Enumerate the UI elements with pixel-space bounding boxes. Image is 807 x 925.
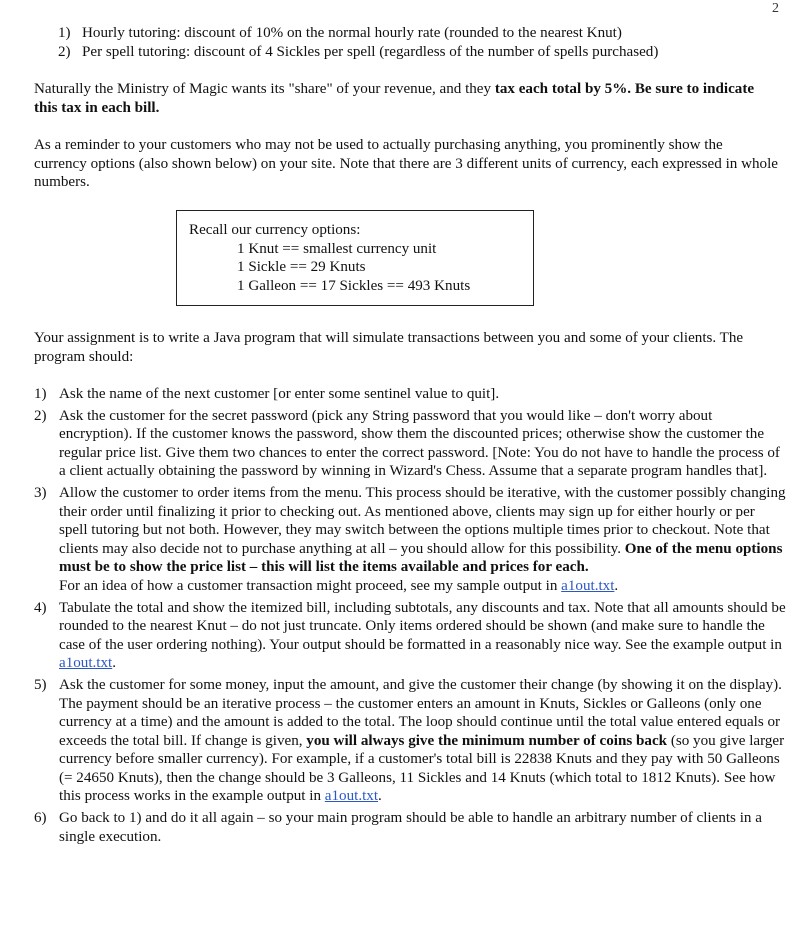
tax-bold-text: tax each total by 5%. Be sure to indicate this tax in each bill. [34, 81, 755, 116]
step-number: 6) [34, 810, 47, 827]
step-item [34, 407, 786, 481]
list-number: 2) [58, 43, 71, 60]
step-text-continued: (so you give larger currency before smaller currency). For example, if a customer's total bill is 22838 Knuts and they pay with 50 Galleons (= 24650 Knuts), then the change should be 3 Galleons, 11 Sickles and 14 Knuts (which total to 1812 Knuts). See how this process works in the example output in [59, 732, 785, 805]
step-number: 1) [34, 386, 47, 402]
currency-heading: Recall our currency options: [189, 222, 361, 238]
step-text: Ask the name of the next customer [or enter some sentinel value to quit]. [59, 386, 500, 402]
sample-output-link[interactable]: a1out.txt [561, 577, 615, 594]
sample-output-link[interactable]: a1out.txt [324, 788, 379, 805]
punctuation: . [614, 577, 619, 594]
step-item [34, 809, 786, 846]
step-number: 4) [34, 599, 47, 616]
step-number: 5) [34, 676, 47, 693]
step-text: Ask the customer for the secret password (pick any String password that you would like – don't worry about encryption). If the customer knows the password, show them the discounted prices; otherwise show the customer the regular price list. Give them two chances to enter the correct password. [Note: You do not have to handle the process of a client actually obtaining the password by winning in Wizard's Chess. Assume that a separate program handles that]. [59, 407, 780, 480]
step-item [34, 385, 786, 404]
step-body [59, 676, 786, 806]
sample-output-text: For an idea of how a customer transaction might proceed, see my sample output in [59, 577, 562, 594]
list-item [58, 43, 788, 62]
list-number: 1) [58, 25, 71, 41]
currency-line: 1 Galleon == 17 Sickles == 493 Knuts [237, 277, 471, 294]
step-text: Tabulate the total and show the itemized bill, including subtotals, any discounts and tax. Note that all amounts should be rounded to the nearest Knut – do not just truncate. Only items ordered should be shown (and make sure to handle the case of the user ordering nothing). Your output should be formatted in a reasonably nice way. See the example output in [59, 599, 786, 653]
punctuation: . [112, 655, 117, 672]
reminder-paragraph: As a reminder to your customers who may not be used to actually purchasing anything, you prominently show the currency options (also shown below) on your site. Note that there are 3 different units of currency, each expressed in whole numbers. [34, 137, 778, 191]
currency-box [176, 210, 534, 306]
step-bold-text: One of the menu options must be to show the price list – this will list the items available and prices for each. [59, 540, 783, 576]
step-item [34, 599, 786, 673]
currency-line: 1 Knut == smallest currency unit [237, 240, 437, 257]
list-item [58, 24, 788, 43]
assignment-paragraph: Your assignment is to write a Java program that will simulate transactions between you and some of your clients. The program should: [34, 330, 744, 365]
step-text: Go back to 1) and do it all again – so your main program should be able to handle an arbitrary number of clients in a single execution. [59, 810, 762, 845]
step-item [34, 484, 786, 596]
step-bold-text: you will always give the minimum number of coins back [306, 732, 668, 749]
tax-paragraph [34, 80, 779, 117]
tax-text: Naturally the Ministry of Magic wants its "share" of your revenue, and they [34, 81, 495, 97]
currency-line: 1 Sickle == 29 Knuts [237, 259, 366, 276]
step-number: 3) [34, 484, 47, 501]
step-text: Ask the customer for some money, input the amount, and give the customer their change (by showing it on the display). The payment should be an iterative process – the customer enters an amount in Knuts, Sickles or Galleons (only one currency at a time) and the amount is added to the total. The loop should continue until the total value entered equals or exceeds the total bill. If change is given, [59, 676, 782, 749]
page-number: 2 [772, 1, 779, 16]
discount-list [58, 24, 788, 61]
list-text: Per spell tutoring: discount of 4 Sickles per spell (regardless of the number of spells purchased) [82, 43, 659, 60]
punctuation: . [378, 788, 382, 805]
list-text: Hourly tutoring: discount of 10% on the normal hourly rate (rounded to the nearest Knut) [82, 25, 622, 41]
sample-output-link[interactable]: a1out.txt [59, 655, 113, 672]
step-item [34, 676, 786, 806]
step-number: 2) [34, 407, 47, 424]
step-body [59, 484, 786, 596]
step-body [59, 599, 786, 673]
steps-list [34, 385, 786, 846]
step-text: Allow the customer to order items from the menu. This process should be iterative, with the customer possibly changing their order until finalizing it prior to checking out. As mentioned above, clients may sign up for either hourly or per spell tutoring but not both. However, they may switch between the options multiple times prior to checkout. Note that clients may also decide not to purchase anything at all – you should allow for this possibility. [59, 484, 786, 557]
